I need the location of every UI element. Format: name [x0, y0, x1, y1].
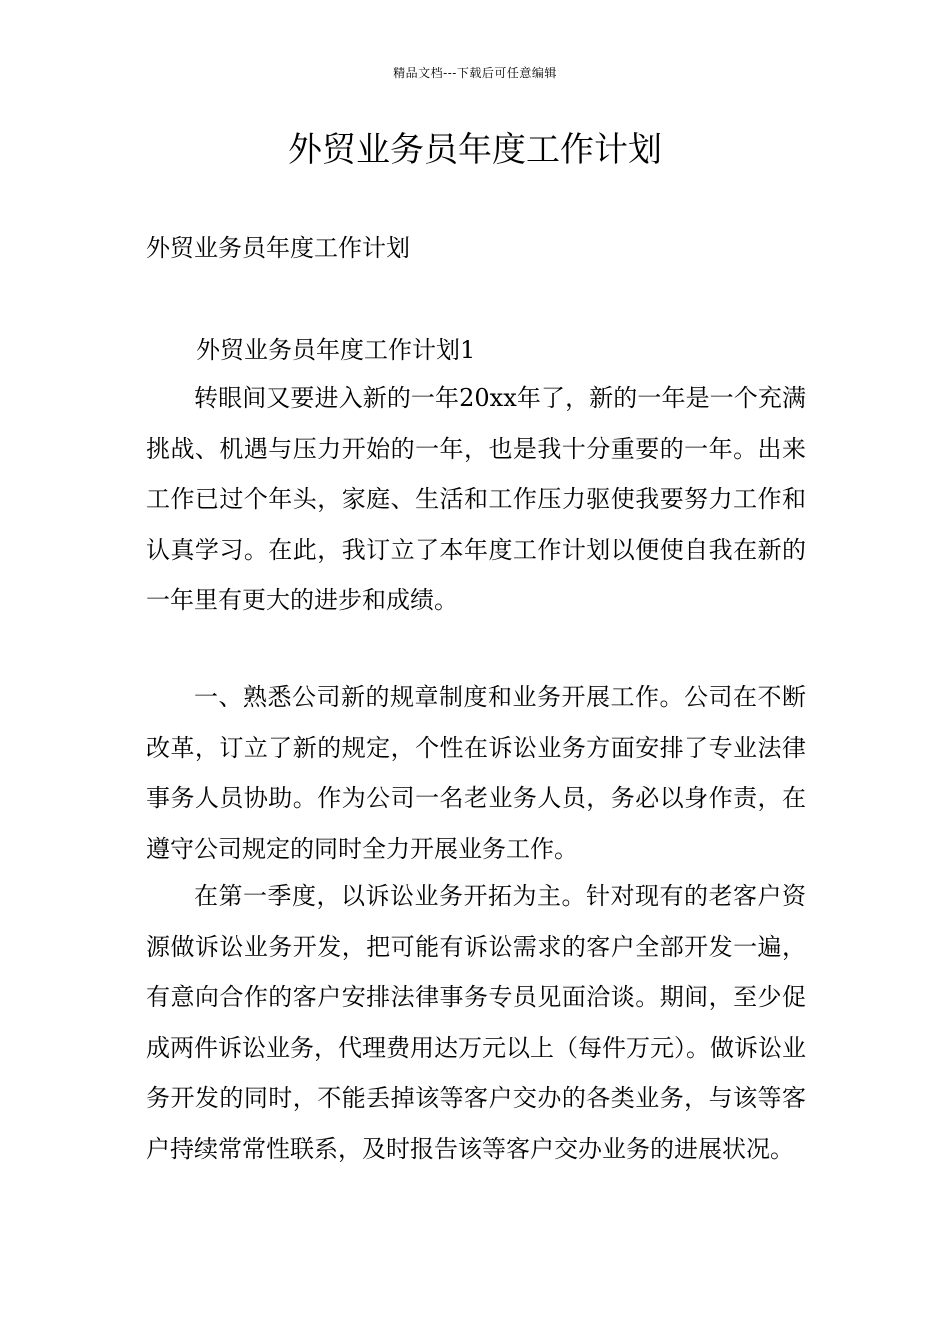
- document-subtitle: 外贸业务员年度工作计划: [146, 234, 410, 262]
- paragraph-intro: 转眼间又要进入新的一年20xx年了，新的一年是一个充满挑战、机遇与压力开始的一年，也是我十分重要的一年。出来工作已过个年头，家庭、生活和工作压力驱使我要努力工作和认真学习。在此，我订立了本年度工作计划以便使自我在新的一年里有更大的进步和成绩。: [146, 384, 806, 614]
- section-heading: 外贸业务员年度工作计划1: [196, 336, 476, 364]
- header-note: 精品文档---下载后可任意编辑: [393, 66, 557, 80]
- document-title: 外贸业务员年度工作计划: [288, 130, 662, 170]
- paragraph-first-quarter: 在第一季度，以诉讼业务开拓为主。针对现有的老客户资源做诉讼业务开发，把可能有诉讼需求的客户全部开发一遍，有意向合作的客户安排法律事务专员见面洽谈。期间，至少促成两件诉讼业务，代理费用达万元以上（每件万元）。做诉讼业务开发的同时，不能丢掉该等客户交办的各类业务，与该等客户持续常常性联系，及时报告该等客户交办业务的进展状况。: [146, 882, 806, 1163]
- paragraph-rules: 一、熟悉公司新的规章制度和业务开展工作。公司在不断改革，订立了新的规定，个性在诉讼业务方面安排了专业法律事务人员协助。作为公司一名老业务人员，务必以身作责，在遵守公司规定的同时全力开展业务工作。: [146, 683, 806, 863]
